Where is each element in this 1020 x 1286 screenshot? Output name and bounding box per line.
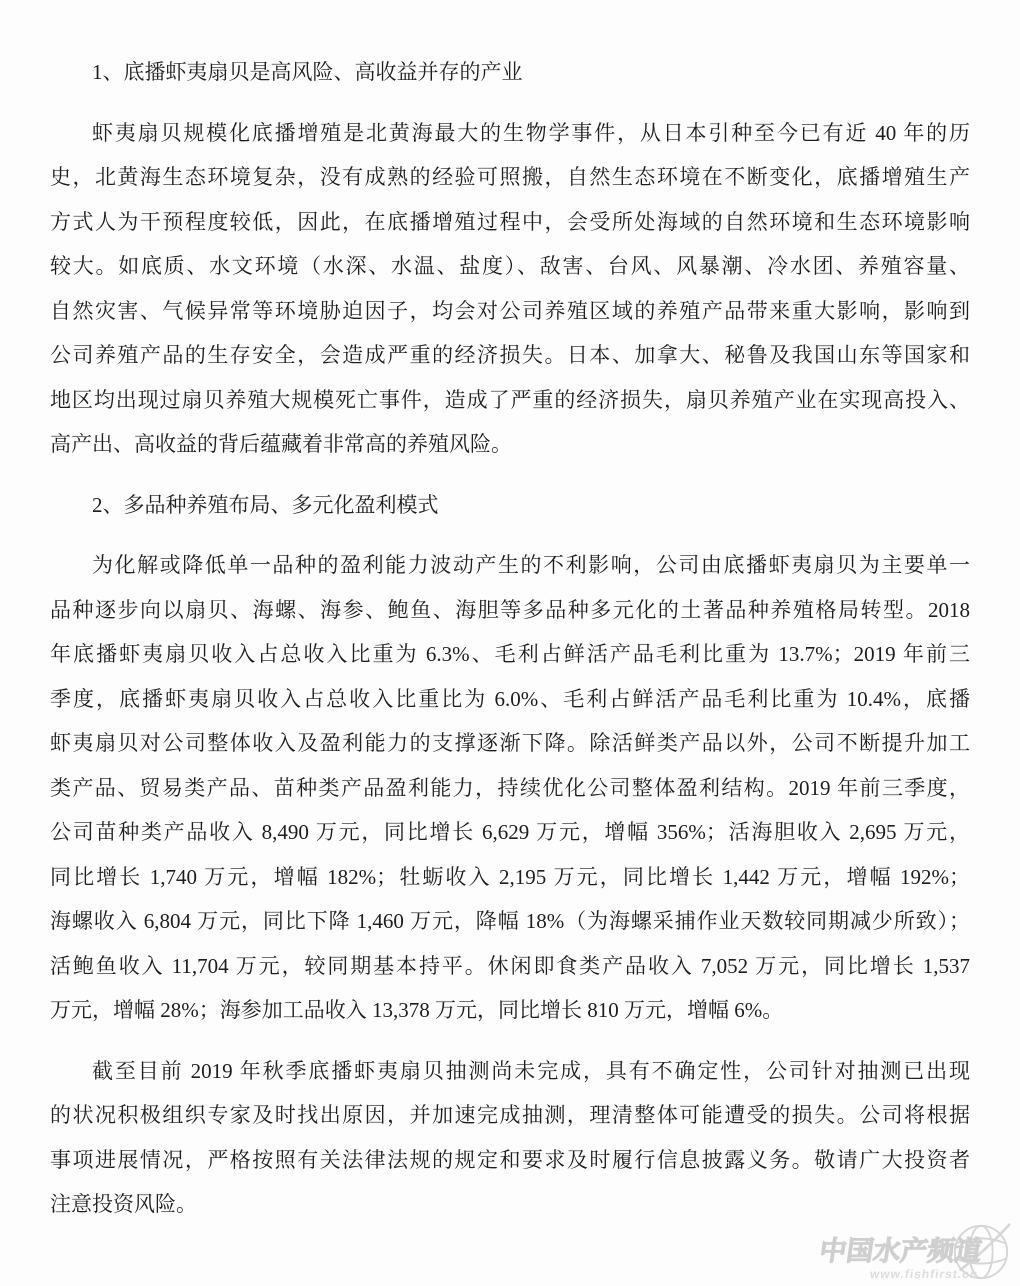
section-1-heading-text: 1、底播虾夷扇贝是高风险、高收益并存的产业	[92, 60, 523, 84]
paragraph-line: 较大。如底质、水文环境（水深、水温、盐度）、敌害、台风、风暴潮、冷水团、养殖容量、	[50, 254, 970, 278]
paragraph-line: 公司苗种类产品收入 8,490 万元，同比增长 6,629 万元，增幅 356%；活海胆收入 2,695 万元，	[50, 820, 970, 844]
paragraph-line: 自然灾害、气候异常等环境胁迫因子，均会对公司养殖区域的养殖产品带来重大影响，影响到	[50, 298, 970, 323]
paragraph-diversification	[50, 543, 970, 1033]
paragraph-line: 同比增长 1,740 万元，增幅 182%；牡蛎收入 2,195 万元，同比增长 1,442 万元，增幅 192%；	[50, 864, 970, 889]
paragraph-line: 史，北黄海生态环境复杂，没有成熟的经验可照搬，自然生态环境在不断变化，底播增殖生产	[50, 165, 970, 189]
paragraph-line: 季度，底播虾夷扇贝收入占总收入比重比为 6.0%、毛利占鲜活产品毛利比重为 10.4%，底播	[50, 686, 970, 711]
paragraph-line: 公司养殖产品的生存安全，会造成严重的经济损失。日本、加拿大、秘鲁及我国山东等国家和	[50, 343, 970, 367]
globe-icon	[950, 1220, 1012, 1282]
watermark-title: 中国水产频道	[817, 1236, 984, 1266]
watermark-url: www.fishfirst.cn	[868, 1267, 979, 1281]
paragraph-line: 方式人为干预程度较低，因此，在底播增殖过程中，会受所处海域的自然环境和生态环境影响	[50, 209, 970, 234]
paragraph-line: 的状况积极组织专家及时找出原因，并加速完成抽测，理清整体可能遭受的损失。公司将根据	[50, 1103, 970, 1127]
paragraph-line: 注意投资风险。	[50, 1192, 197, 1216]
paragraph-line: 为化解或降低单一品种的盈利能力波动产生的不利影响，公司由底播虾夷扇贝为主要单一	[92, 553, 970, 577]
paragraph-line: 年底播虾夷扇贝收入占总收入比重为 6.3%、毛利占鲜活产品毛利比重为 13.7%；2019 年前三	[50, 642, 970, 666]
paragraph-line: 虾夷扇贝对公司整体收入及盈利能力的支撑逐渐下降。除活鲜类产品以外，公司不断提升加工	[50, 731, 970, 755]
paragraph-industry-risk	[50, 111, 970, 467]
paragraph-line: 地区均出现过扇贝养殖大规模死亡事件，造成了严重的经济损失，扇贝养殖产业在实现高投入、	[50, 387, 970, 412]
paragraph-line: 高产出、高收益的背后蕴藏着非常高的养殖风险。	[50, 432, 512, 456]
section-1-heading	[50, 50, 970, 95]
section-2-heading-text: 2、多品种养殖布局、多元化盈利模式	[92, 492, 439, 517]
paragraph-line: 海螺收入 6,804 万元，同比下降 1,460 万元，降幅 18%（为海螺采捕作业天数较同期减少所致）；	[50, 909, 970, 933]
paragraph-line: 品种逐步向以扇贝、海螺、海参、鲍鱼、海胆等多品种多元化的土著品种养殖格局转型。2018	[50, 597, 970, 622]
paragraph-line: 截至目前 2019 年秋季底播虾夷扇贝抽测尚未完成，具有不确定性，公司针对抽测已出现	[92, 1058, 970, 1083]
paragraph-line: 虾夷扇贝规模化底播增殖是北黄海最大的生物学事件，从日本引种至今已有近 40 年的历	[92, 120, 970, 145]
section-2-heading	[50, 483, 970, 528]
paragraph-disclosure-notice	[50, 1049, 970, 1227]
paragraph-line: 活鲍鱼收入 11,704 万元，较同期基本持平。休闲即食类产品收入 7,052 万元，同比增长 1,537	[50, 953, 970, 978]
paragraph-line: 事项进展情况，严格按照有关法律法规的规定和要求及时履行信息披露义务。敬请广大投资者	[50, 1147, 970, 1172]
paragraph-line: 万元，增幅 28%；海参加工品收入 13,378 万元，同比增长 810 万元，增幅 6%。	[50, 998, 784, 1022]
paragraph-line: 类产品、贸易类产品、苗种类产品盈利能力，持续优化公司整体盈利结构。2019 年前三季度，	[50, 775, 970, 800]
